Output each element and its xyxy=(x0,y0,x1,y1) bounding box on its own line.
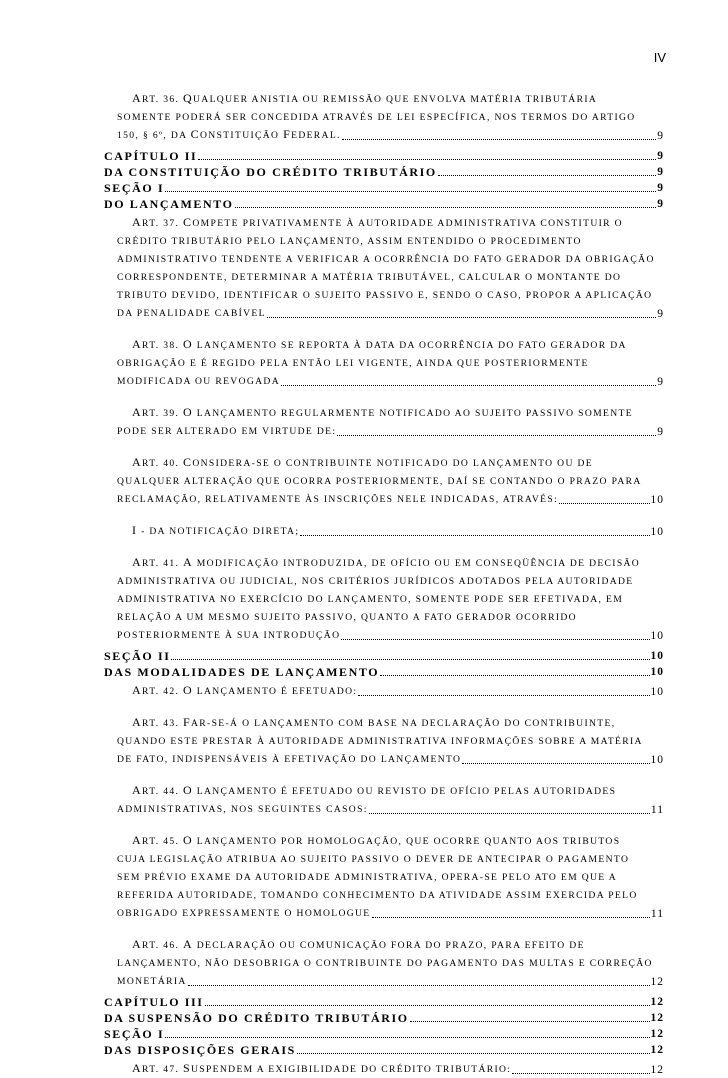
toc-entry-text: ART. 38. O LANÇAMENTO SE REPORTA À DATA DA OCORRÊNCIA DO FATO GERADOR DA xyxy=(132,338,627,351)
toc-entry-line[interactable] xyxy=(117,870,664,886)
toc-heading-text: CAPÍTULO II xyxy=(104,149,198,163)
toc-heading[interactable] xyxy=(104,148,664,164)
toc-heading[interactable] xyxy=(104,196,664,212)
toc-entry-text: ART. 36. QUALQUER ANISTIA OU REMISSÃO QUE ENVOLVA MATÉRIA TRIBUTÁRIA xyxy=(132,92,598,105)
toc-entry-line-last[interactable] xyxy=(132,524,664,540)
toc-heading-text: CAPÍTULO III xyxy=(104,995,204,1009)
toc-page-number: 12 xyxy=(650,1044,664,1056)
toc-entry-line-last[interactable] xyxy=(117,974,664,990)
toc-entry-line[interactable] xyxy=(117,234,664,250)
toc-entry-text: DA PENALIDADE CABÍVEL xyxy=(117,308,266,319)
dot-leader xyxy=(341,638,649,640)
toc-entry-text: REFERIDA AUTORIDADE, TOMANDO CONHECIMENTO DA ATIVIDADE ASSIM EXERCIDA PELO xyxy=(117,890,638,901)
toc-entry-text: ART. 47. SUSPENDEM A EXIGIBILIDADE DO CRÉDITO TRIBUTÁRIO: xyxy=(132,1062,512,1075)
toc-page-number: 11 xyxy=(650,908,664,920)
toc-entry-line[interactable] xyxy=(132,338,664,354)
toc-entry-line-last[interactable] xyxy=(132,684,664,700)
toc-heading[interactable] xyxy=(104,180,664,196)
toc-entry-line[interactable] xyxy=(132,92,664,108)
toc-entry-line-last[interactable] xyxy=(132,1062,664,1078)
toc-entry-text: ART. 44. O LANÇAMENTO É EFETUADO OU REVISTO DE OFÍCIO PELAS AUTORIDADES xyxy=(132,784,617,797)
dot-leader xyxy=(281,384,656,386)
toc-entry-text: ART. 40. CONSIDERA-SE O CONTRIBUINTE NOTIFICADO DO LANÇAMENTO OU DE xyxy=(132,456,593,469)
toc-page-number: 9 xyxy=(657,150,664,162)
toc-page-number: 12 xyxy=(650,1064,664,1076)
toc-heading-text: DA SUSPENSÃO DO CRÉDITO TRIBUTÁRIO xyxy=(104,1011,409,1025)
toc-entry-line[interactable] xyxy=(132,456,664,472)
dot-leader xyxy=(372,916,650,918)
toc-entry-text: ADMINISTRATIVA NO EXERCÍCIO DO LANÇAMENTO, SOMENTE PODE SER EFETIVADA, EM xyxy=(117,594,624,605)
toc-entry-line[interactable] xyxy=(117,574,664,590)
toc-page-number: 9 xyxy=(657,426,664,438)
toc-entry-text: I - DA NOTIFICAÇÃO DIRETA; xyxy=(132,524,300,537)
toc-heading-text: SEÇÃO I xyxy=(104,1027,165,1041)
toc-entry-line-last[interactable] xyxy=(117,306,664,322)
toc-entry-text: OBRIGAÇÃO E É REGIDO PELA ENTÃO LEI VIGENTE, AINDA QUE POSTERIORMENTE xyxy=(117,358,589,369)
dot-leader xyxy=(410,1020,650,1022)
toc-heading-text: DAS MODALIDADES DE LANÇAMENTO xyxy=(104,665,380,679)
dot-leader xyxy=(300,534,649,536)
toc-entry-text: ART. 41. A MODIFICAÇÃO INTRODUZIDA, DE OFÍCIO OU EM CONSEQÜÊNCIA DE DECISÃO xyxy=(132,556,641,569)
dot-leader xyxy=(337,434,656,436)
toc-entry-text: 150, § 6º, DA CONSTITUIÇÃO FEDERAL. xyxy=(117,128,341,141)
toc-page-number: 9 xyxy=(657,308,664,320)
toc-entry-line[interactable] xyxy=(117,734,664,750)
toc-heading[interactable] xyxy=(104,1042,664,1058)
toc-entry-line[interactable] xyxy=(117,592,664,608)
dot-leader xyxy=(235,206,657,208)
toc-entry-text: CUJA LEGISLAÇÃO ATRIBUA AO SUJEITO PASSIVO O DEVER DE ANTECIPAR O PAGAMENTO xyxy=(117,854,630,865)
toc-entry-text: SOMENTE PODERÁ SER CONCEDIDA ATRAVÉS DE LEI ESPECÍFICA, NOS TERMOS DO ARTIGO xyxy=(117,112,636,123)
toc-page-number: 10 xyxy=(650,526,664,538)
dot-leader xyxy=(380,674,649,676)
dot-leader xyxy=(165,190,656,192)
toc-entry-line[interactable] xyxy=(117,110,664,126)
toc-page-number: 12 xyxy=(650,1028,664,1040)
toc-entry-text: PODE SER ALTERADO EM VIRTUDE DE: xyxy=(117,426,337,437)
toc-entry-text: ADMINISTRATIVAS, NOS SEGUINTES CASOS: xyxy=(117,804,368,815)
toc-entry-text: SEM PRÉVIO EXAME DA AUTORIDADE ADMINISTRATIVA, OPERA-SE PELO ATO EM QUE A xyxy=(117,872,617,883)
toc-heading[interactable] xyxy=(104,1026,664,1042)
toc-entry-line[interactable] xyxy=(117,356,664,372)
toc-heading[interactable] xyxy=(104,994,664,1010)
toc-entry-line[interactable] xyxy=(117,270,664,286)
dot-leader xyxy=(205,1004,650,1006)
toc-heading-text: DA CONSTITUIÇÃO DO CRÉDITO TRIBUTÁRIO xyxy=(104,165,437,179)
toc-entry-line[interactable] xyxy=(132,216,664,232)
toc-entry-text: ART. 37. COMPETE PRIVATIVAMENTE À AUTORIDADE ADMINISTRATIVA CONSTITUIR O xyxy=(132,216,623,229)
dot-leader xyxy=(369,812,650,814)
toc-entry-text: CRÉDITO TRIBUTÁRIO PELO LANÇAMENTO, ASSIM ENTENDIDO O PROCEDIMENTO xyxy=(117,236,582,247)
toc-entry-text: MONETÁRIA xyxy=(117,976,187,987)
dot-leader xyxy=(267,316,656,318)
toc-entry-line[interactable] xyxy=(132,406,664,422)
dot-leader xyxy=(198,158,656,160)
toc-heading[interactable] xyxy=(104,1010,664,1026)
toc-entry-line-last[interactable] xyxy=(117,128,664,144)
toc-entry-text: RECLAMAÇÃO, RELATIVAMENTE ÀS INSCRIÇÕES NELE INDICADAS, ATRAVÉS: xyxy=(117,494,559,505)
toc-entry-line[interactable] xyxy=(117,852,664,868)
toc-entry-line[interactable] xyxy=(132,556,664,572)
toc-entry-text: ADMINISTRATIVA OU JUDICIAL, NOS CRITÉRIOS JURÍDICOS ADOTADOS PELA AUTORIDADE xyxy=(117,576,634,587)
toc-entry-text: POSTERIORMENTE À SUA INTRODUÇÃO xyxy=(117,630,341,641)
dot-leader xyxy=(188,984,650,986)
toc-page-number: 9 xyxy=(657,130,664,142)
toc-heading[interactable] xyxy=(104,164,664,180)
toc-entry-line-last[interactable] xyxy=(117,628,664,644)
toc-heading-text: SEÇÃO I xyxy=(104,181,165,195)
toc-entry-line[interactable] xyxy=(132,938,664,954)
toc-page-number: 10 xyxy=(650,630,664,642)
toc-entry-line-last[interactable] xyxy=(117,424,664,440)
toc-entry-line-last[interactable] xyxy=(117,752,664,768)
toc-page-number: 11 xyxy=(650,804,664,816)
toc-entry-text: QUALQUER ALTERAÇÃO QUE OCORRA POSTERIORMENTE, DAÍ SE CONTANDO O PRAZO PARA xyxy=(117,476,642,487)
toc-entry-line-last[interactable] xyxy=(117,906,664,922)
toc-page-number: 10 xyxy=(650,494,664,506)
toc-entry-line-last[interactable] xyxy=(117,492,664,508)
toc-entry-line[interactable] xyxy=(117,610,664,626)
toc-entry-text: MODIFICADA OU REVOGADA xyxy=(117,376,280,387)
toc-entry-text: LANÇAMENTO, NÃO DESOBRIGA O CONTRIBUINTE DO PAGAMENTO DAS MULTAS E CORREÇÃO xyxy=(117,958,653,969)
dot-leader xyxy=(438,174,656,176)
toc-entry-text: ADMINISTRATIVO TENDENTE A VERIFICAR A OCORRÊNCIA DO FATO GERADOR DA OBRIGAÇÃO xyxy=(117,254,655,265)
toc-page-number: 10 xyxy=(650,686,664,698)
dot-leader xyxy=(559,502,649,504)
dot-leader xyxy=(342,138,656,140)
toc-page-number: 9 xyxy=(657,166,664,178)
toc-entry-line[interactable] xyxy=(117,288,664,304)
toc-page-number: 12 xyxy=(650,976,664,988)
toc-entry-line[interactable] xyxy=(117,956,664,972)
toc-page-number: 10 xyxy=(650,650,664,662)
toc-entry-line[interactable] xyxy=(117,252,664,268)
toc-entry-text: ART. 45. O LANÇAMENTO POR HOMOLOGAÇÃO, QUE OCORRE QUANTO AOS TRIBUTOS xyxy=(132,834,621,847)
toc-entry-text: ART. 39. O LANÇAMENTO REGULARMENTE NOTIFICADO AO SUJEITO PASSIVO SOMENTE xyxy=(132,406,633,419)
dot-leader xyxy=(171,658,649,660)
toc-heading-text: DO LANÇAMENTO xyxy=(104,197,234,211)
toc-entry-text: ART. 46. A DECLARAÇÃO OU COMUNICAÇÃO FORA DO PRAZO, PARA EFEITO DE xyxy=(132,938,585,951)
toc-entry-line[interactable] xyxy=(132,784,664,800)
toc-entry-line[interactable] xyxy=(117,474,664,490)
toc-heading[interactable] xyxy=(104,648,664,664)
toc-entry-line[interactable] xyxy=(132,834,664,850)
toc-entry-line[interactable] xyxy=(132,716,664,732)
toc-heading[interactable] xyxy=(104,664,664,680)
toc-entry-text: OBRIGADO EXPRESSAMENTE O HOMOLOGUE xyxy=(117,908,371,919)
dot-leader xyxy=(165,1036,649,1038)
toc-page-number: 10 xyxy=(650,754,664,766)
toc-page-number: 10 xyxy=(650,666,664,678)
toc-entry-text: ART. 43. FAR-SE-Á O LANÇAMENTO COM BASE NA DECLARAÇÃO DO CONTRIBUINTE, xyxy=(132,716,616,729)
toc-entry-text: QUANDO ESTE PRESTAR À AUTORIDADE ADMINISTRATIVA INFORMAÇÕES SOBRE A MATÉRIA xyxy=(117,736,643,747)
toc-entry-line-last[interactable] xyxy=(117,802,664,818)
toc-heading-text: DAS DISPOSIÇÕES GERAIS xyxy=(104,1043,296,1057)
toc-page-number: 9 xyxy=(657,376,664,388)
dot-leader xyxy=(297,1052,650,1054)
dot-leader xyxy=(358,694,649,696)
toc-entry-line-last[interactable] xyxy=(117,374,664,390)
toc-page-number: 12 xyxy=(650,996,664,1008)
toc-page-number: 9 xyxy=(657,198,664,210)
toc-entry-text: TRIBUTO DEVIDO, IDENTIFICAR O SUJEITO PASSIVO E, SENDO O CASO, PROPOR A APLICAÇÃO xyxy=(117,290,653,301)
toc-entry-text: DE FATO, INDISPENSÁVEIS À EFETIVAÇÃO DO LANÇAMENTO xyxy=(117,754,462,765)
toc-page-number: 9 xyxy=(657,182,664,194)
toc-entry-text: RELAÇÃO A UM MESMO SUJEITO PASSIVO, QUANTO A FATO GERADOR OCORRIDO xyxy=(117,612,577,623)
toc-page-number: 12 xyxy=(650,1012,664,1024)
toc-entry-text: ART. 42. O LANÇAMENTO É EFETUADO: xyxy=(132,684,358,697)
toc-heading-text: SEÇÃO II xyxy=(104,649,171,663)
dot-leader xyxy=(462,762,649,764)
toc-entry-text: CORRESPONDENTE, DETERMINAR A MATÉRIA TRIBUTÁVEL, CALCULAR O MONTANTE DO xyxy=(117,272,622,283)
toc-entry-line[interactable] xyxy=(117,888,664,904)
dot-leader xyxy=(512,1072,649,1074)
page-number: IV xyxy=(653,50,666,65)
